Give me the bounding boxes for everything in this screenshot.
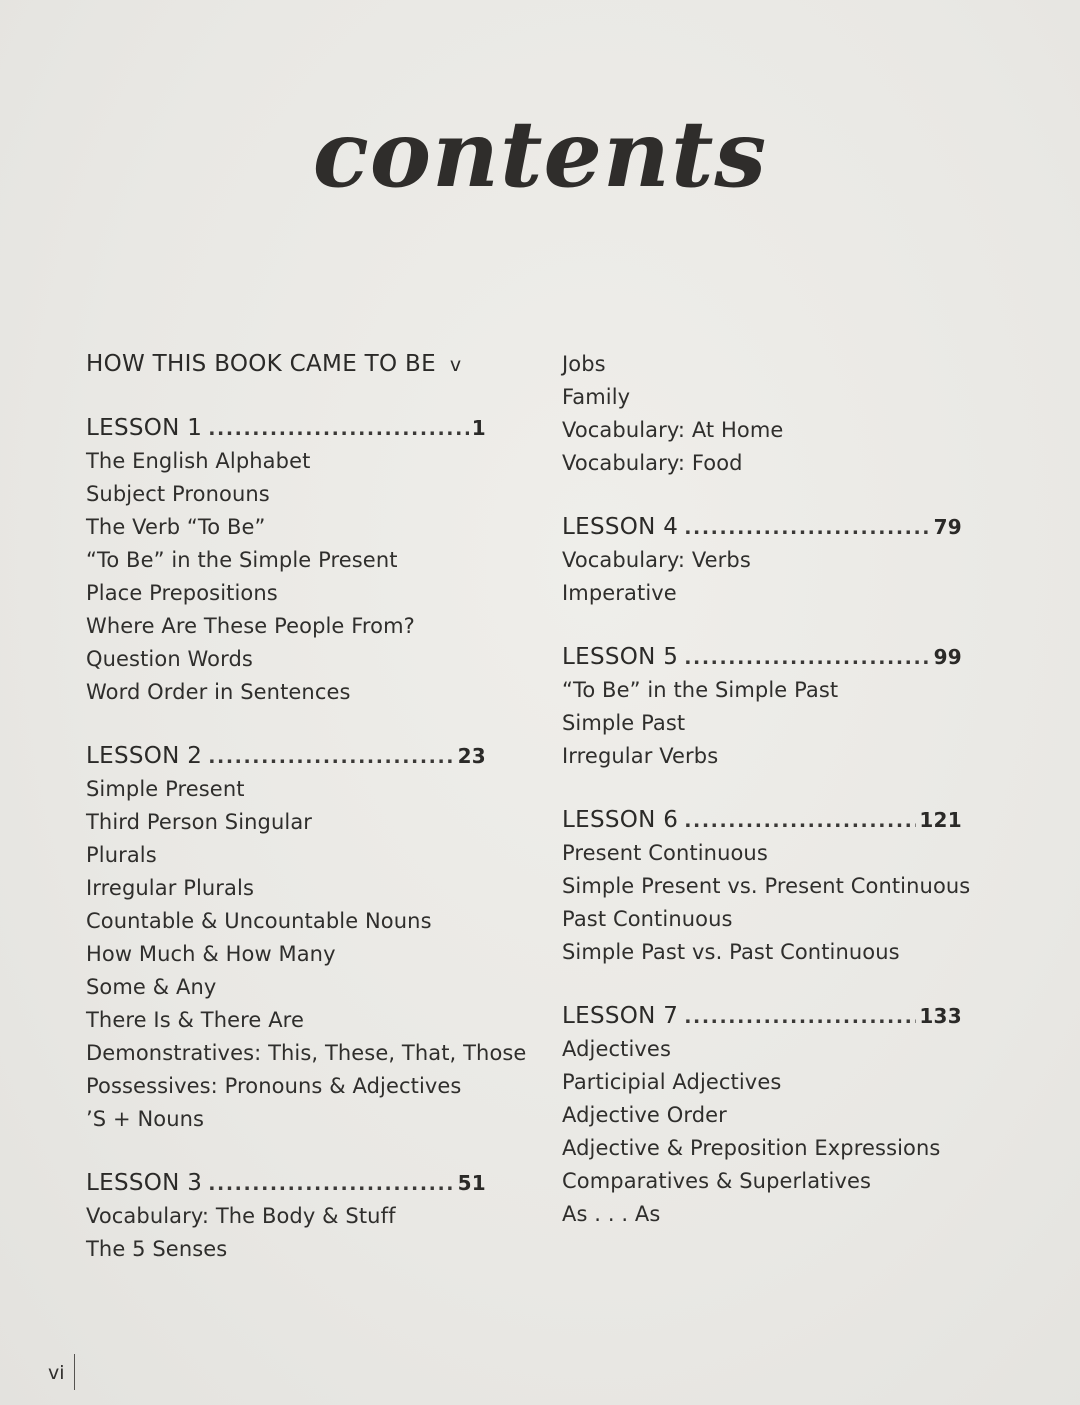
toc-topic: ’S + Nouns [86,1107,205,1131]
toc-topic: Demonstratives: This, These, That, Those [86,1041,527,1065]
toc-lesson-page: 23 [457,744,486,768]
toc-topic: Word Order in Sentences [86,680,351,704]
toc-topic: Vocabulary: At Home [562,418,784,442]
toc-topic: Irregular Verbs [562,744,719,768]
toc-topic: Comparatives & Superlatives [562,1169,872,1193]
toc-topic: The 5 Senses [86,1237,228,1261]
toc-topic: Past Continuous [562,907,733,931]
toc-topic: Adjective Order [562,1103,727,1127]
toc-topic: “To Be” in the Simple Past [562,678,839,702]
toc-lesson-label: LESSON 7 [562,1003,679,1029]
toc-topic: The Verb “To Be” [86,515,266,539]
toc-topic: Subject Pronouns [86,482,270,506]
toc-lesson-heading[interactable] [86,1167,486,1200]
toc-lesson-page: 121 [919,808,962,832]
dot-leader [684,1001,916,1034]
toc-right-column [562,348,971,1231]
toc-topic: Vocabulary: Verbs [562,548,751,572]
toc-lesson-4 [562,511,962,610]
toc-topic: “To Be” in the Simple Present [86,548,398,572]
toc-topic: Simple Present [86,777,245,801]
toc-lesson-label: LESSON 3 [86,1170,203,1196]
toc-lesson-3-continued [562,348,962,480]
toc-topic: Question Words [86,647,253,671]
toc-topic: Adjective & Preposition Expressions [562,1136,941,1160]
toc-topic: Adjectives [562,1037,671,1061]
toc-lesson-label: LESSON 4 [562,514,679,540]
toc-lesson-heading[interactable] [562,1000,962,1033]
toc-topic: As . . . As [562,1202,661,1226]
toc-topic: Where Are These People From? [86,614,415,638]
toc-lesson-2 [86,740,527,1136]
toc-topic: Imperative [562,581,677,605]
toc-lesson-7 [562,1000,962,1231]
toc-lesson-label: LESSON 1 [86,415,203,441]
toc-lesson-label: LESSON 6 [562,807,679,833]
toc-lesson-heading[interactable] [86,412,486,445]
toc-lesson-heading[interactable] [562,804,962,837]
toc-topic: Participial Adjectives [562,1070,782,1094]
dot-leader [208,741,454,774]
toc-topic: Vocabulary: The Body & Stuff [86,1204,396,1228]
toc-left-column [86,348,527,1266]
toc-lesson-label: LESSON 5 [562,644,679,670]
toc-topic: Present Continuous [562,841,768,865]
dot-leader [208,413,469,446]
toc-topic: Some & Any [86,975,217,999]
toc-topic: Family [562,385,631,409]
toc-lesson-5 [562,641,962,773]
toc-topic: There Is & There Are [86,1008,304,1032]
toc-lesson-page: 99 [933,645,962,669]
toc-topic: Plurals [86,843,157,867]
toc-topic: Third Person Singular [86,810,313,834]
toc-entry-page: v [449,354,462,376]
dot-leader [208,1168,454,1201]
toc-lesson-label: LESSON 2 [86,743,203,769]
toc-topic: Simple Past vs. Past Continuous [562,940,900,964]
toc-topic: Place Prepositions [86,581,278,605]
page-title: contents [312,100,768,208]
toc-topic: How Much & How Many [86,942,336,966]
toc-topic: Vocabulary: Food [562,451,743,475]
toc-lesson-heading[interactable] [562,511,962,544]
toc-lesson-3 [86,1167,486,1266]
toc-topic: Irregular Plurals [86,876,254,900]
toc-lesson-heading[interactable] [86,740,486,773]
toc-entry-label: HOW THIS BOOK CAME TO BE [86,351,436,377]
dot-leader [684,642,930,675]
folio-divider [74,1354,75,1390]
toc-topic: Possessives: Pronouns & Adjectives [86,1074,462,1098]
toc-topic: Simple Present vs. Present Continuous [562,874,971,898]
toc-topic: Simple Past [562,711,686,735]
toc-lesson-heading[interactable] [562,641,962,674]
toc-intro-section [86,348,486,381]
toc-lesson-page: 79 [933,515,962,539]
dot-leader [684,512,930,545]
toc-lesson-6 [562,804,971,969]
toc-lesson-page: 133 [919,1004,962,1028]
toc-lesson-page: 51 [457,1171,486,1195]
toc-entry-intro[interactable] [86,348,486,381]
toc-lesson-page: 1 [471,416,486,440]
toc-topic: Countable & Uncountable Nouns [86,909,432,933]
page-number: vi [48,1362,65,1384]
toc-topic: The English Alphabet [86,449,311,473]
toc-topic: Jobs [562,352,606,376]
toc-lesson-1 [86,412,486,709]
dot-leader [684,805,916,838]
